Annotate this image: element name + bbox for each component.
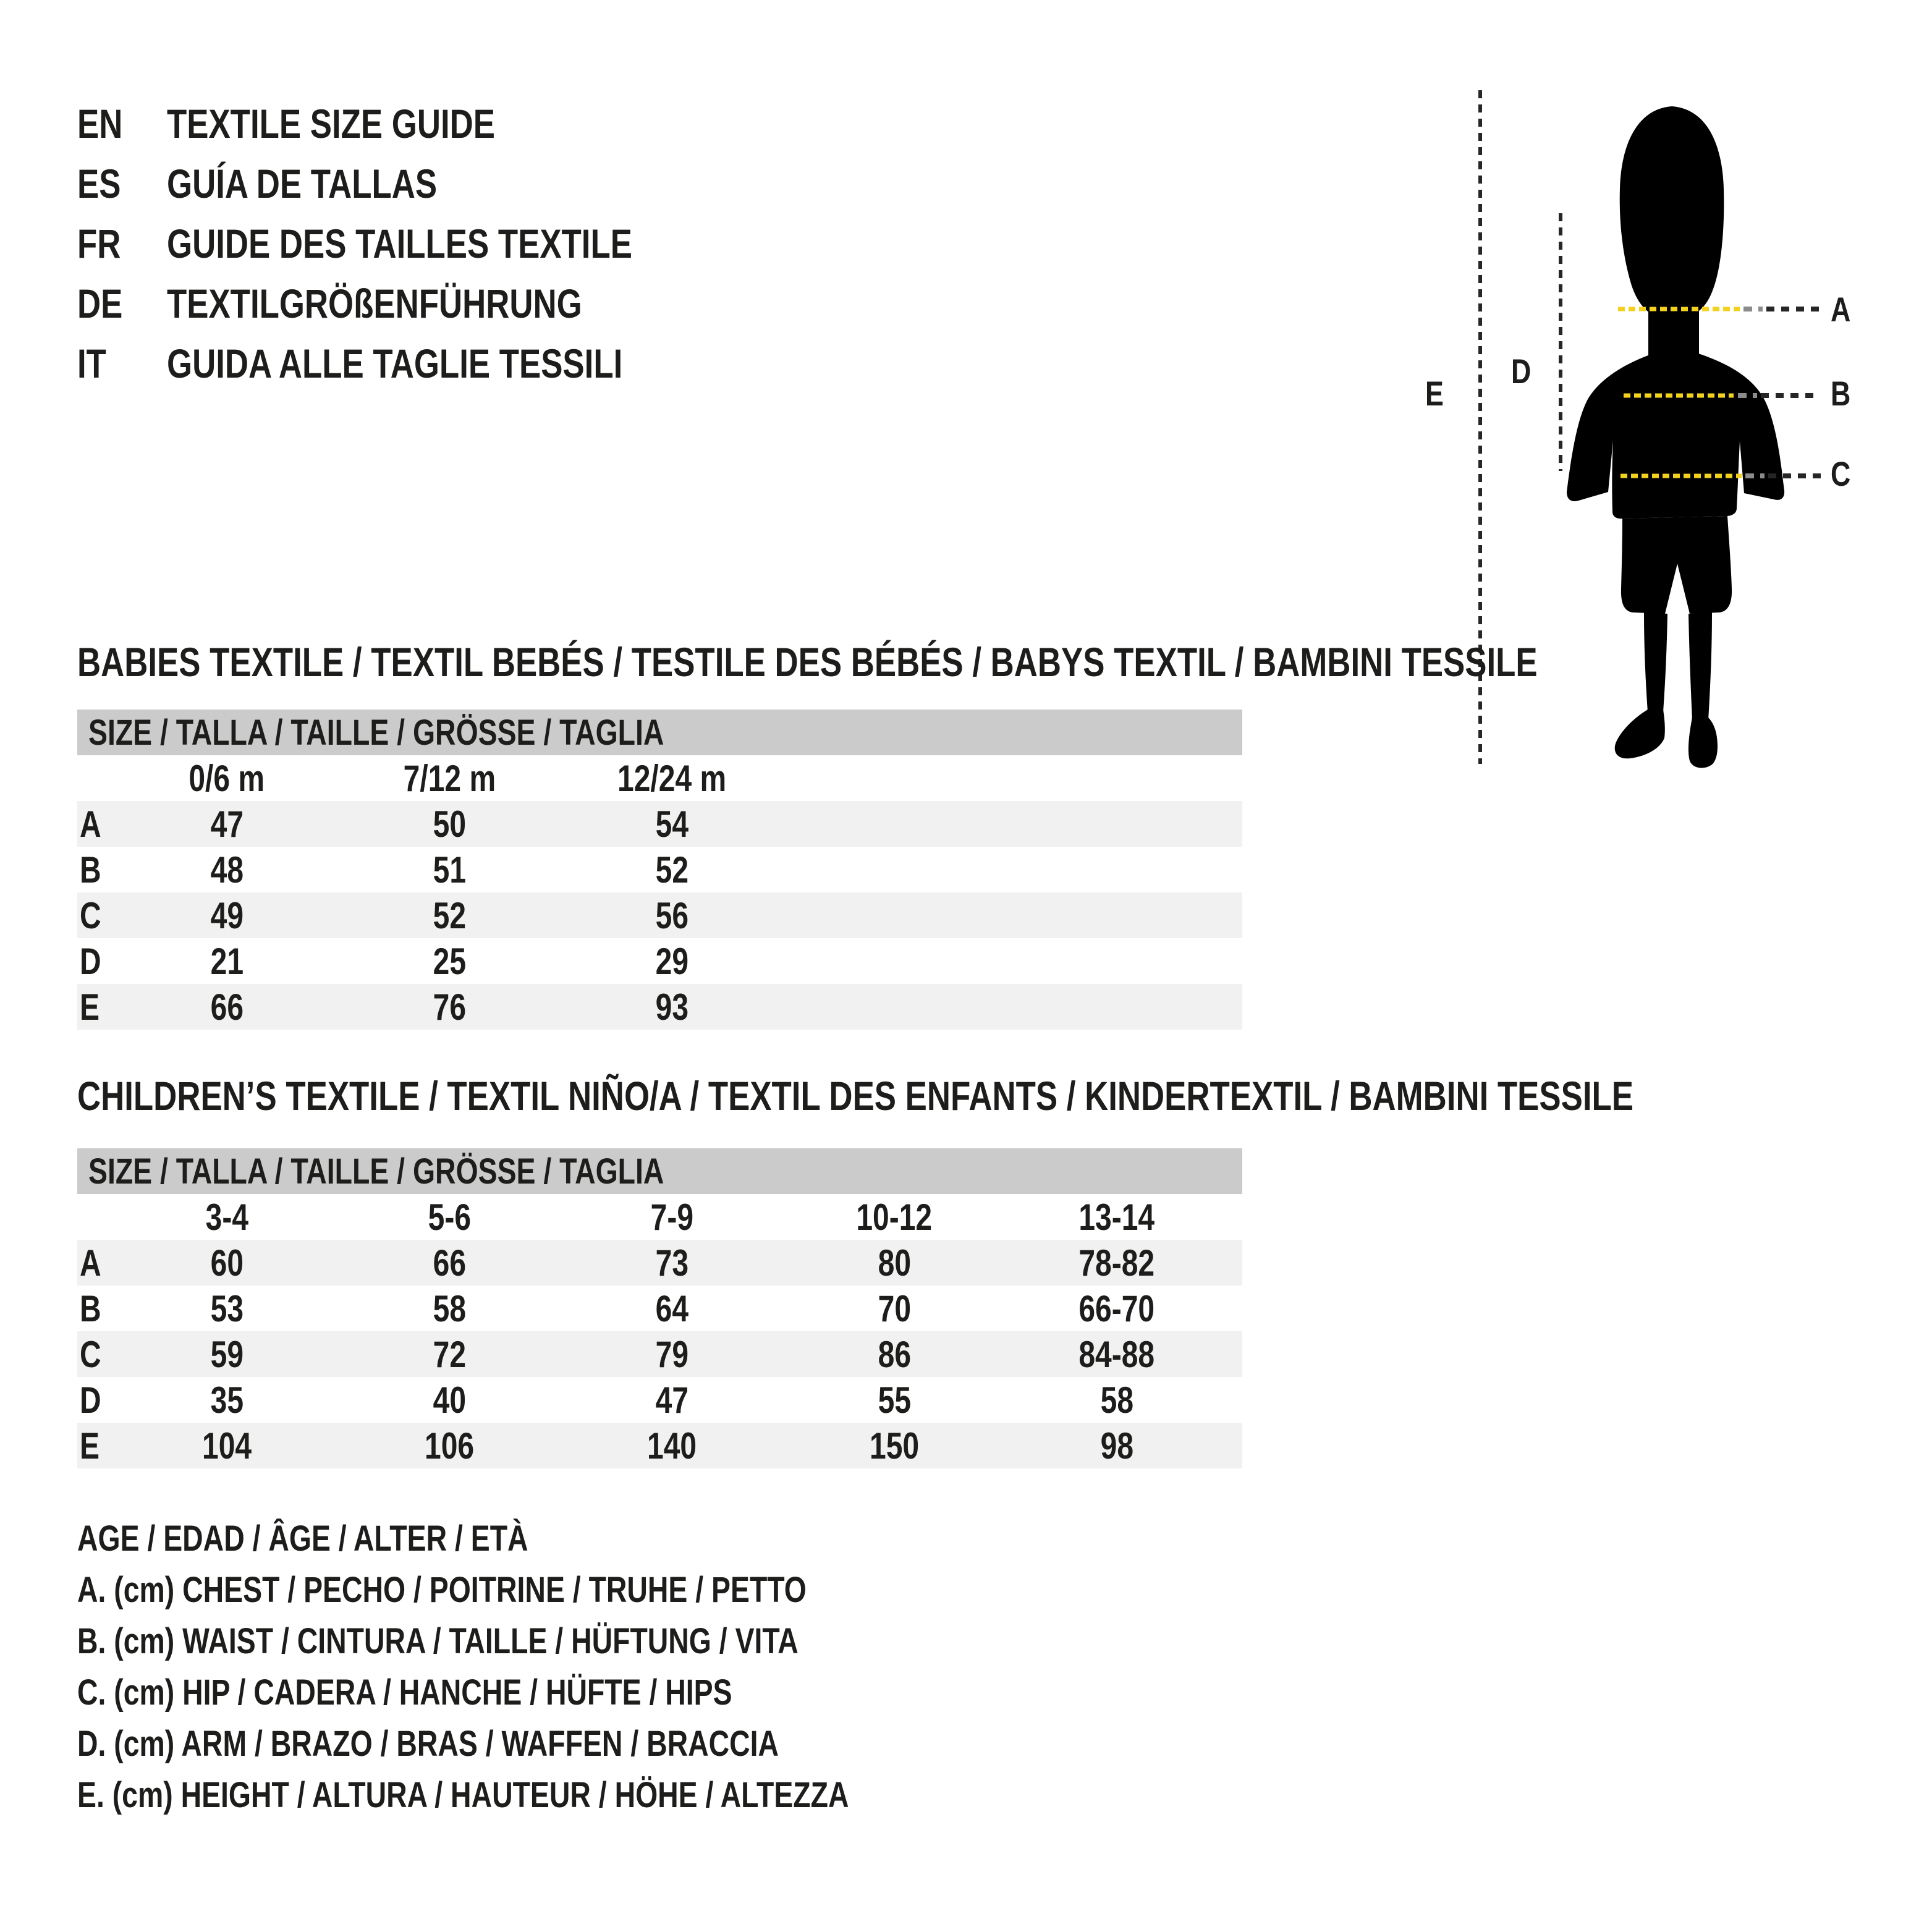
table-row <box>77 847 1242 892</box>
cell-value: 53 <box>210 1287 244 1329</box>
column-header: 12/24 m <box>617 757 727 799</box>
column-header: 0/6 m <box>189 757 265 799</box>
cell-value: 25 <box>433 940 466 982</box>
cell-value: 47 <box>655 1379 688 1421</box>
cell-value: 150 <box>869 1425 920 1467</box>
language-title: GUÍA DE TALLAS <box>167 161 438 206</box>
table-row <box>77 1286 1242 1331</box>
column-header: 13-14 <box>1078 1196 1155 1238</box>
row-letter: D <box>80 940 101 982</box>
table-row <box>77 984 1242 1030</box>
language-title: GUIDA ALLE TAGLIE TESSILI <box>167 341 623 386</box>
language-row-es <box>77 154 748 214</box>
cell-value: 47 <box>210 803 244 845</box>
label-waist-b: B <box>1831 374 1851 413</box>
babies-column-header-row <box>77 755 1242 801</box>
babies-size-table <box>77 710 1242 1030</box>
row-letter: A <box>80 803 101 845</box>
babies-section-heading: BABIES TEXTILE / TEXTIL BEBÉS / TESTILE DES BÉBÉS / BABYS TEXTIL / BAMBINI TESSILE <box>77 639 1538 685</box>
cell-value: 35 <box>210 1379 244 1421</box>
language-title: TEXTILE SIZE GUIDE <box>167 101 495 146</box>
cell-value: 52 <box>433 894 466 936</box>
cell-value: 104 <box>201 1425 252 1467</box>
cell-value: 140 <box>646 1425 697 1467</box>
legend-line-waist: B. (cm) WAIST / CINTURA / TAILLE / HÜFTUNG / VITA <box>77 1621 799 1661</box>
label-arm-d: D <box>1511 352 1532 391</box>
cell-value: 48 <box>210 849 244 891</box>
language-row-en <box>77 94 748 154</box>
cell-value: 76 <box>433 986 466 1028</box>
children-column-header-row <box>77 1194 1242 1240</box>
cell-value: 55 <box>878 1379 911 1421</box>
language-title: GUIDE DES TAILLES TEXTILE <box>167 221 632 266</box>
column-header: 7/12 m <box>403 757 496 799</box>
children-size-table <box>77 1148 1242 1468</box>
cell-value: 59 <box>210 1333 244 1375</box>
table-row <box>77 1423 1242 1468</box>
cell-value: 58 <box>433 1287 466 1329</box>
cell-value: 72 <box>433 1333 466 1375</box>
column-header: 3-4 <box>205 1196 248 1238</box>
language-code: IT <box>77 341 106 386</box>
cell-value: 49 <box>210 894 244 936</box>
cell-value: 66 <box>210 986 244 1028</box>
label-height-e: E <box>1425 374 1444 413</box>
children-table-header-bar: SIZE / TALLA / TAILLE / GRÖSSE / TAGLIA <box>77 1148 1242 1194</box>
cell-value: 56 <box>655 894 688 936</box>
cell-value: 60 <box>210 1242 244 1284</box>
cell-value: 50 <box>433 803 466 845</box>
row-letter: E <box>80 1425 100 1467</box>
measurement-legend <box>77 1513 1042 1821</box>
legend-line-age: AGE / EDAD / ÂGE / ALTER / ETÀ <box>77 1519 528 1559</box>
table-row <box>77 938 1242 984</box>
cell-value: 73 <box>655 1242 688 1284</box>
language-code: FR <box>77 221 121 266</box>
cell-value: 52 <box>655 849 688 891</box>
cell-value: 66-70 <box>1078 1287 1155 1329</box>
cell-value: 54 <box>655 803 688 845</box>
cell-value: 84-88 <box>1078 1333 1155 1375</box>
language-row-it <box>77 334 748 394</box>
cell-value: 64 <box>655 1287 688 1329</box>
column-header: 10-12 <box>856 1196 933 1238</box>
cell-value: 80 <box>878 1242 911 1284</box>
cell-value: 21 <box>210 940 244 982</box>
table-row <box>77 1240 1242 1286</box>
language-code: ES <box>77 161 121 206</box>
row-letter: E <box>80 986 100 1028</box>
language-row-fr <box>77 214 748 274</box>
cell-value: 86 <box>878 1333 911 1375</box>
language-list <box>77 94 748 394</box>
table-row <box>77 892 1242 938</box>
legend-line-arm: D. (cm) ARM / BRAZO / BRAS / WAFFEN / BRACCIA <box>77 1724 779 1764</box>
cell-value: 78-82 <box>1078 1242 1155 1284</box>
cell-value: 79 <box>655 1333 688 1375</box>
label-hip-c: C <box>1831 454 1851 493</box>
table-row <box>77 801 1242 847</box>
cell-value: 40 <box>433 1379 466 1421</box>
cell-value: 58 <box>1100 1379 1133 1421</box>
row-letter: B <box>80 1287 101 1329</box>
legend-line-hip: C. (cm) HIP / CADERA / HANCHE / HÜFTE / HIPS <box>77 1672 732 1713</box>
legend-line-chest: A. (cm) CHEST / PECHO / POITRINE / TRUHE / PETTO <box>77 1570 807 1610</box>
row-letter: D <box>80 1379 101 1421</box>
table-row <box>77 1377 1242 1423</box>
row-letter: B <box>80 849 101 891</box>
language-code: DE <box>77 281 123 326</box>
cell-value: 70 <box>878 1287 911 1329</box>
children-section-heading: CHILDREN’S TEXTILE / TEXTIL NIÑO/A / TEXTIL DES ENFANTS / KINDERTEXTIL / BAMBINI TESSILE <box>77 1073 1633 1119</box>
cell-value: 29 <box>655 940 688 982</box>
cell-value: 98 <box>1100 1425 1133 1467</box>
legend-line-height: E. (cm) HEIGHT / ALTURA / HAUTEUR / HÖHE / ALTEZZA <box>77 1775 849 1815</box>
column-header: 5-6 <box>428 1196 471 1238</box>
row-letter: A <box>80 1242 101 1284</box>
cell-value: 51 <box>433 849 466 891</box>
language-title: TEXTILGRÖßENFÜHRUNG <box>167 281 582 326</box>
table-row <box>77 1331 1242 1377</box>
column-header: 7-9 <box>650 1196 693 1238</box>
language-code: EN <box>77 101 123 146</box>
language-row-de <box>77 274 748 334</box>
row-letter: C <box>80 1333 101 1375</box>
cell-value: 106 <box>424 1425 475 1467</box>
label-chest-a: A <box>1831 290 1851 329</box>
cell-value: 66 <box>433 1242 466 1284</box>
cell-value: 93 <box>655 986 688 1028</box>
row-letter: C <box>80 894 101 936</box>
babies-table-header-bar: SIZE / TALLA / TAILLE / GRÖSSE / TAGLIA <box>77 710 1242 755</box>
